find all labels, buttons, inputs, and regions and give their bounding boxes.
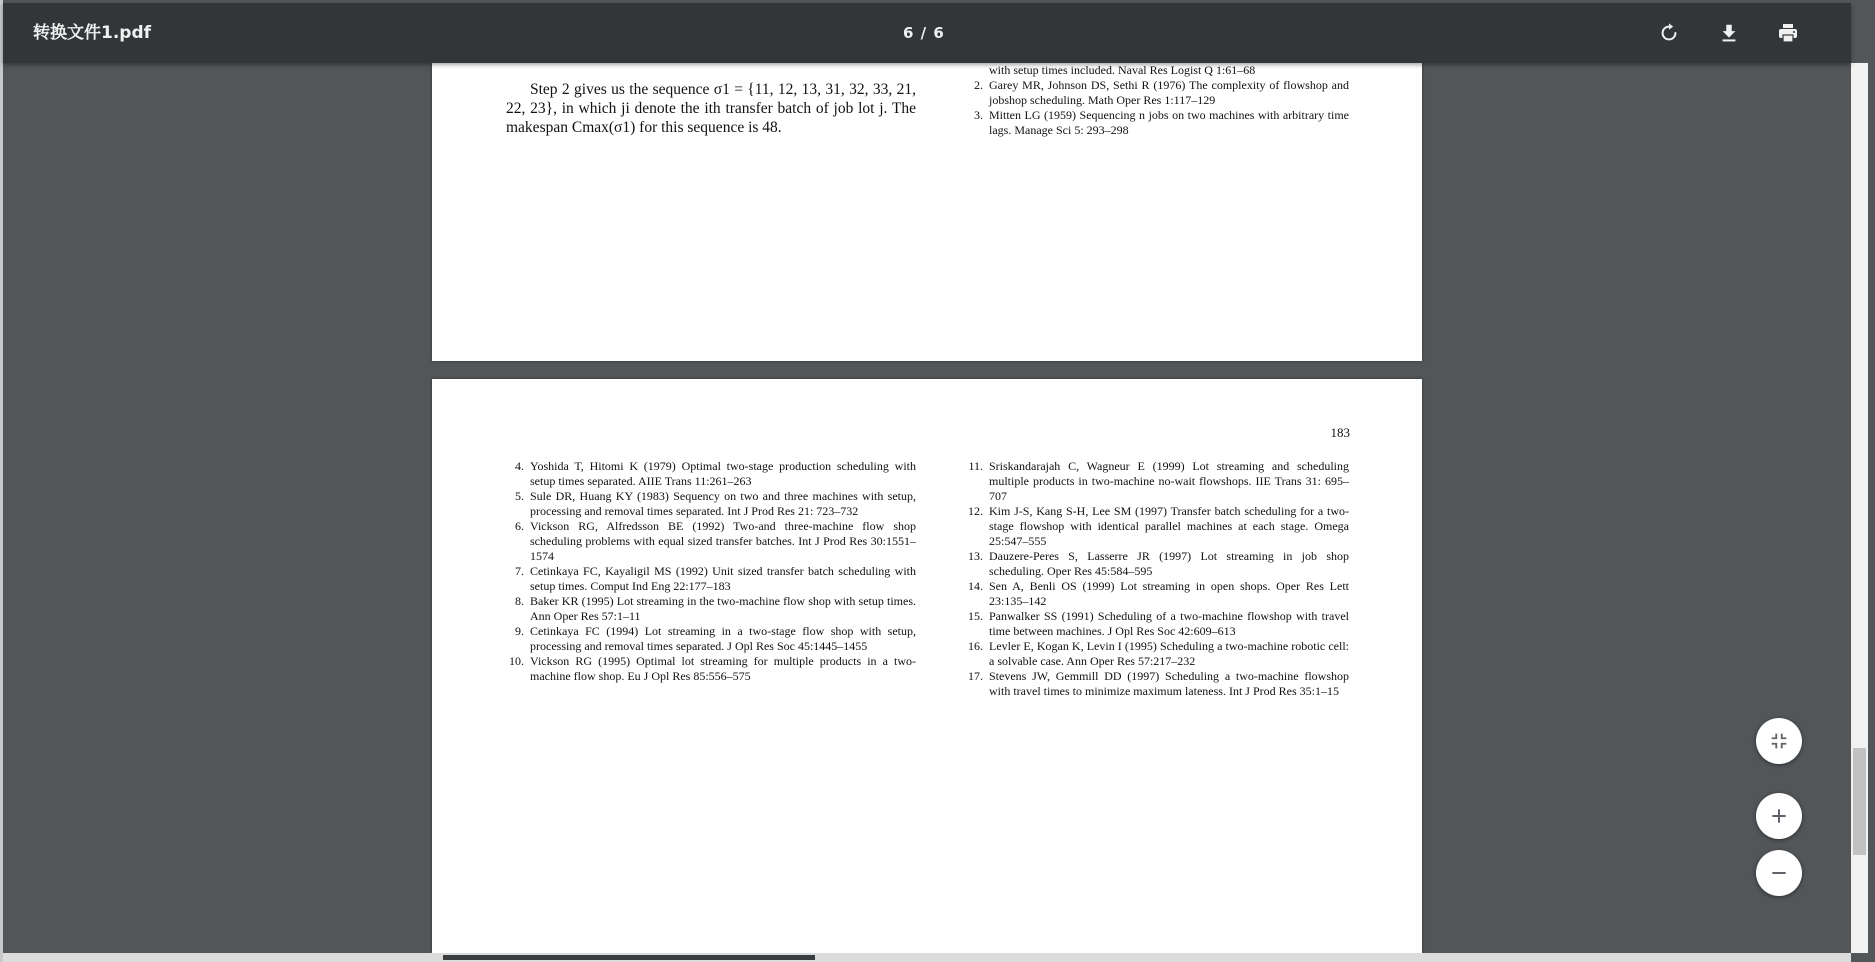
- page-number: 183: [1330, 425, 1350, 440]
- reference-item: [965, 459, 1349, 504]
- reference-list-left: [506, 459, 916, 684]
- reference-text: Yoshida T, Hitomi K (1979) Optimal two-stage production scheduling with setup times separated. AIIE Trans 11:261–263: [530, 459, 916, 488]
- reference-item: [506, 564, 916, 594]
- reference-number: 5.: [515, 489, 524, 503]
- reference-number: 12.: [968, 504, 983, 518]
- reference-number: 14.: [968, 579, 983, 593]
- reference-item: [965, 609, 1349, 639]
- reference-text: Panwalker SS (1991) Scheduling of a two-machine flowshop with travel time between machines. J Opl Res Soc 42:609–613: [989, 609, 1349, 638]
- reference-number: 6.: [515, 519, 524, 533]
- reference-item: [506, 519, 916, 564]
- body-paragraph: [506, 80, 916, 137]
- document-viewer[interactable]: [3, 63, 1851, 953]
- zoom-in-button[interactable]: [1756, 793, 1802, 839]
- download-icon: [1718, 22, 1740, 44]
- zoom-in-icon: [1769, 806, 1789, 826]
- reference-text: Vickson RG, Alfredsson BE (1992) Two-and three-machine flow shop scheduling problems with equal sized transfer batches. Int J Prod Res 30:1551–1574: [530, 519, 916, 563]
- reference-item: [965, 63, 1349, 78]
- reference-number: 4.: [515, 459, 524, 473]
- reference-text: Sen A, Benli OS (1999) Lot streaming in open shops. Oper Res Lett 23:135–142: [989, 579, 1349, 608]
- reference-item: [506, 489, 916, 519]
- print-icon: [1776, 21, 1800, 45]
- reference-number: 3.: [974, 108, 983, 122]
- reference-number: 9.: [515, 624, 524, 638]
- reference-number: 10.: [509, 654, 524, 668]
- page-indicator: 6 / 6: [903, 24, 945, 42]
- reference-text: Kim J-S, Kang S-H, Lee SM (1997) Transfer batch scheduling for a two-stage flowshop with identical parallel machines at each stage. Omega 25:547–555: [989, 504, 1349, 548]
- reference-number: 17.: [968, 669, 983, 683]
- reference-text: Vickson RG (1995) Optimal lot streaming for multiple products in a two-machine flow shop. Eu J Opl Res 85:556–575: [530, 654, 916, 683]
- vertical-scrollbar[interactable]: [1851, 63, 1868, 953]
- reference-item: [506, 594, 916, 624]
- zoom-out-icon: [1769, 863, 1789, 883]
- reference-text: Garey MR, Johnson DS, Sethi R (1976) The complexity of flowshop and jobshop scheduling. Math Oper Res 1:117–129: [989, 78, 1349, 107]
- download-button[interactable]: [1713, 17, 1745, 49]
- scrollbar-thumb[interactable]: [1853, 748, 1866, 855]
- reference-item: [506, 654, 916, 684]
- reference-item: [506, 459, 916, 489]
- reference-text: Levler E, Kogan K, Levin I (1995) Scheduling a two-machine robotic cell: a solvable case. Ann Oper Res 57:217–232: [989, 639, 1349, 668]
- reference-item: [965, 504, 1349, 549]
- reference-text: Dauzere-Peres S, Lasserre JR (1997) Lot streaming in job shop scheduling. Oper Res 45:584–595: [989, 549, 1349, 578]
- reference-text: Cetinkaya FC, Kayaligil MS (1992) Unit sized transfer batch scheduling with setup times. Comput Ind Eng 22:177–183: [530, 564, 916, 593]
- fit-to-page-button[interactable]: [1756, 718, 1802, 764]
- reference-text: Sule DR, Huang KY (1983) Sequency on two and three machines with setup, processing and removal times separated. Int J Prod Res 21: 723–732: [530, 489, 916, 518]
- reference-text: with setup times included. Naval Res Logist Q 1:61–68: [989, 63, 1256, 77]
- reference-list-right: [965, 63, 1349, 138]
- horizontal-scrollbar[interactable]: [3, 953, 1851, 962]
- reference-item: [965, 639, 1349, 669]
- reference-list-right: [965, 459, 1349, 699]
- reference-text: Sriskandarajah C, Wagneur E (1999) Lot streaming and scheduling multiple products in two-machine no-wait flowshops. IIE Trans 31: 695–707: [989, 459, 1349, 503]
- paragraph-text: Step 2 gives us the sequence σ1 = {11, 12, 13, 31, 32, 33, 21, 22, 23}, in which ji denote the ith transfer batch of job lot j. The makespan Cmax(σ1) for this sequence is 48.: [506, 81, 916, 136]
- reference-number: 16.: [968, 639, 983, 653]
- reference-number: 15.: [968, 609, 983, 623]
- reference-number: 2.: [974, 78, 983, 92]
- pdf-page-5: [432, 63, 1422, 361]
- reference-item: [965, 579, 1349, 609]
- reference-item: [965, 78, 1349, 108]
- reference-item: [965, 108, 1349, 138]
- reference-number: 13.: [968, 549, 983, 563]
- fit-to-page-icon: [1768, 730, 1790, 752]
- reference-item: [506, 624, 916, 654]
- zoom-out-button[interactable]: [1756, 850, 1802, 896]
- document-title: 转换文件1.pdf: [33, 23, 152, 43]
- reference-number: 8.: [515, 594, 524, 608]
- rotate-button[interactable]: [1653, 17, 1685, 49]
- reference-text: Baker KR (1995) Lot streaming in the two-machine flow shop with setup times. Ann Oper Res 57:1–11: [530, 594, 916, 623]
- reference-number: 11.: [968, 459, 983, 473]
- pdf-page-6: [432, 379, 1422, 953]
- horizontal-scrollbar-thumb[interactable]: [443, 955, 815, 960]
- reference-text: Cetinkaya FC (1994) Lot streaming in a two-stage flow shop with setup, processing and removal times separated. J Opl Res Soc 45:1445–1455: [530, 624, 916, 653]
- reference-text: Mitten LG (1959) Sequencing n jobs on two machines with arbitrary time lags. Manage Sci 5: 293–298: [989, 108, 1349, 137]
- reference-item: [965, 549, 1349, 579]
- print-button[interactable]: [1772, 17, 1804, 49]
- reference-item: [965, 669, 1349, 699]
- rotate-icon: [1658, 22, 1680, 44]
- reference-number: 7.: [515, 564, 524, 578]
- pdf-toolbar: [3, 3, 1851, 63]
- reference-text: Stevens JW, Gemmill DD (1997) Scheduling a two-machine flowshop with travel times to minimize maximum lateness. Int J Prod Res 35:1–15: [989, 669, 1349, 698]
